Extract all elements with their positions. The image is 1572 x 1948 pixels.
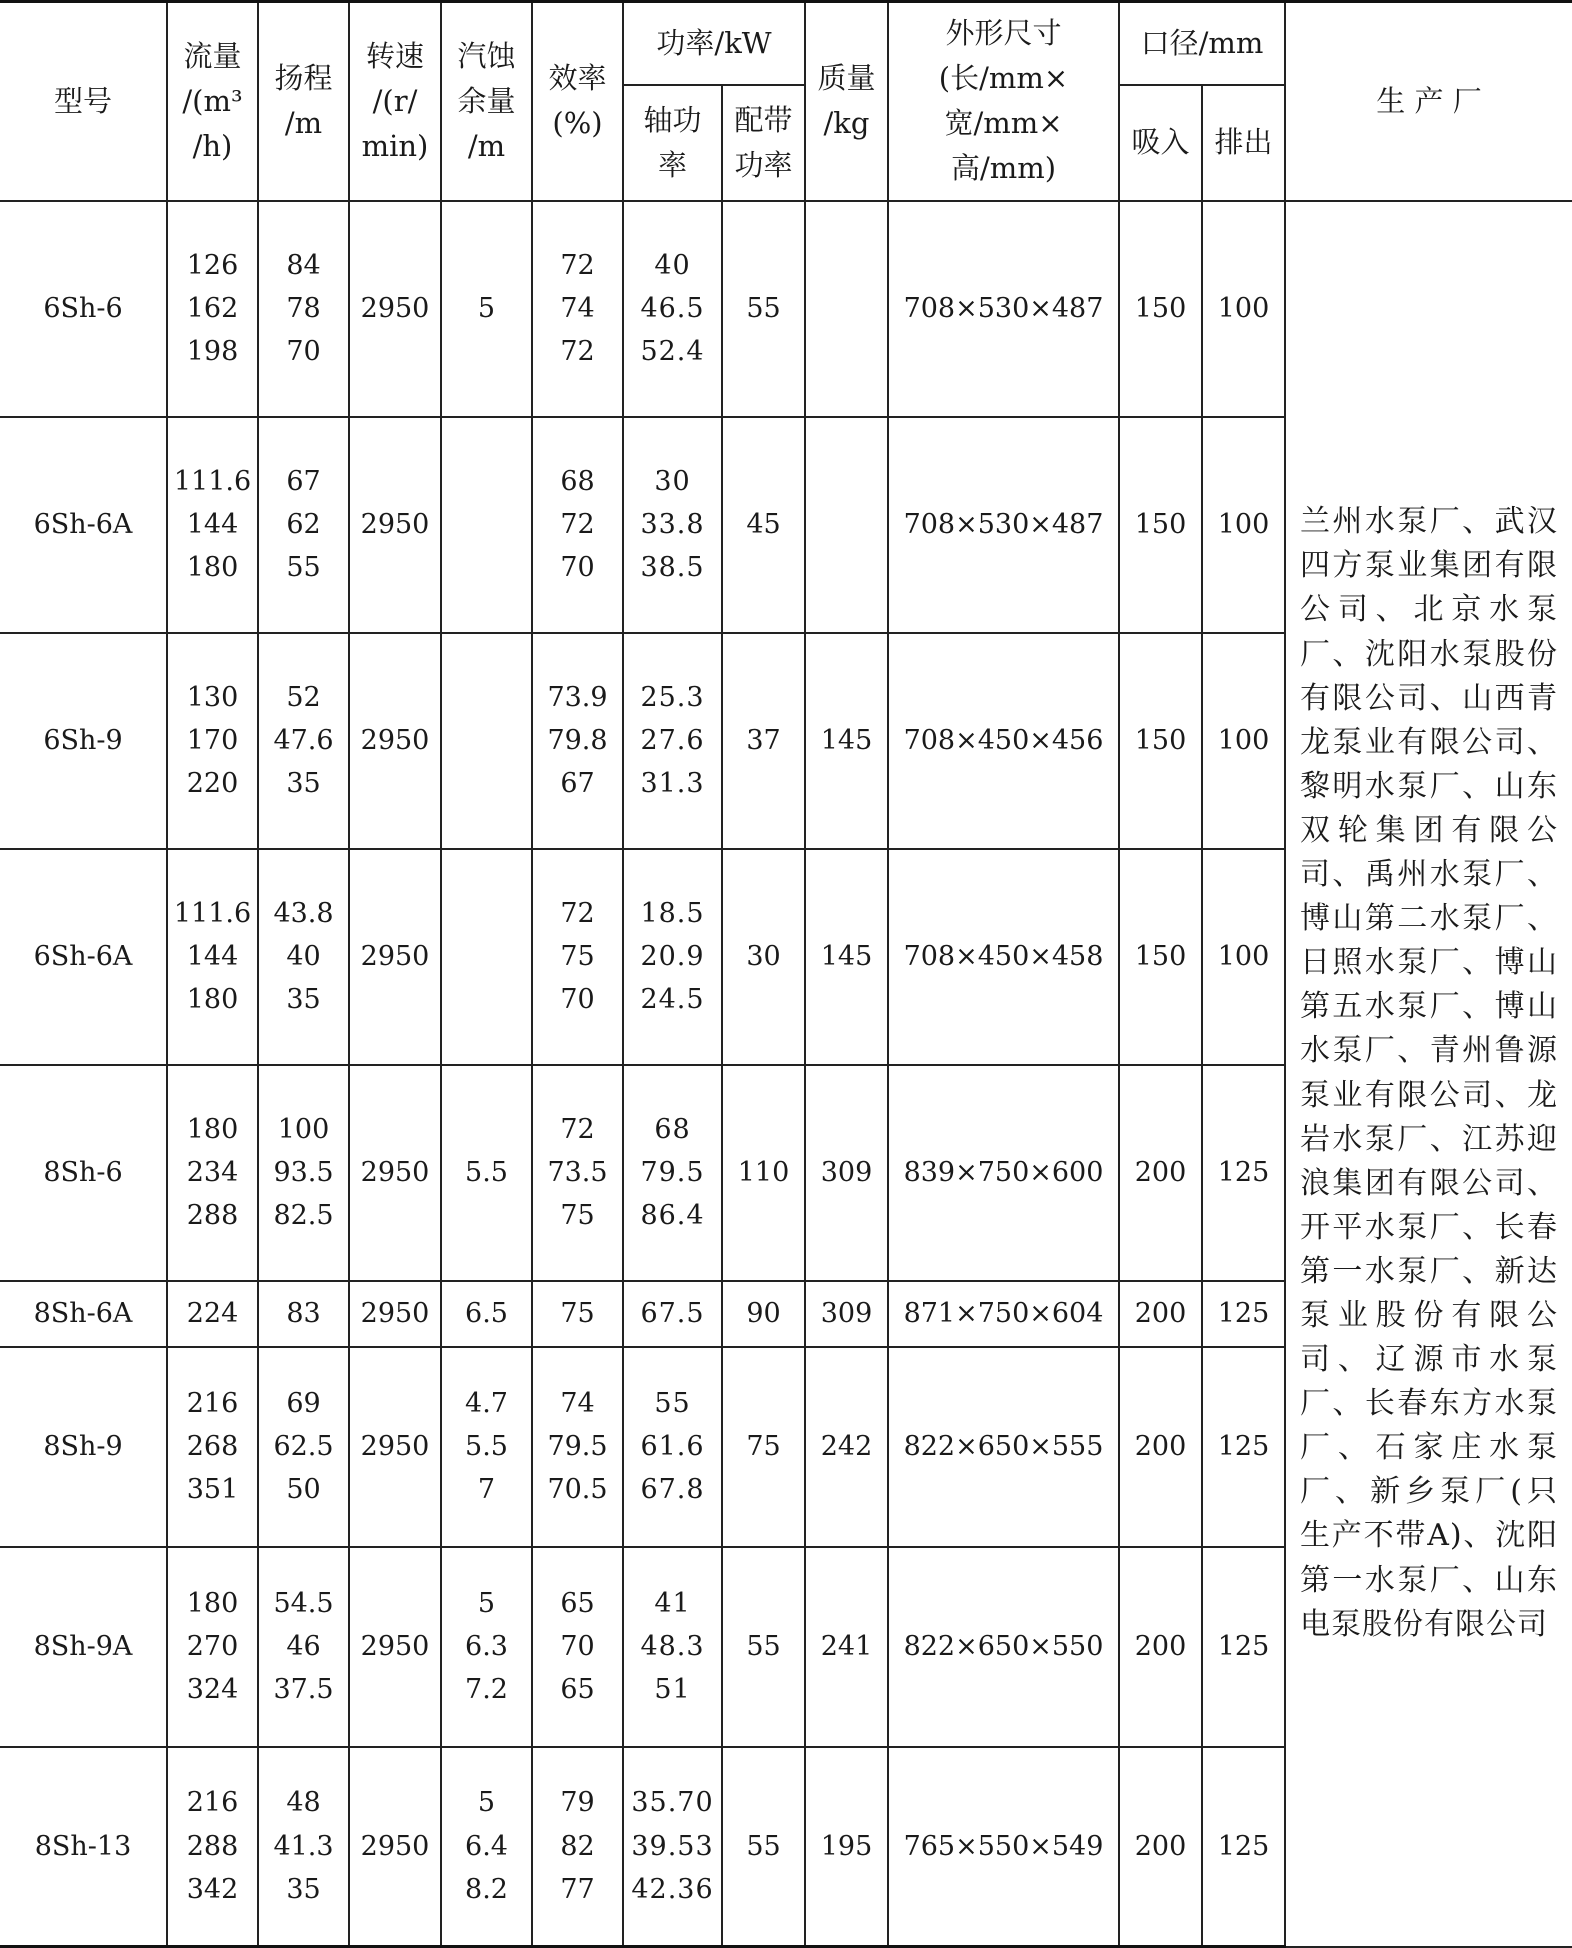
cell-efficiency: 73.9 79.8 67	[532, 633, 623, 849]
cell-npsh	[441, 417, 532, 633]
header-discharge: 排出	[1202, 85, 1285, 201]
header-power-group: 功率/kW	[623, 2, 805, 85]
manufacturer-cell	[1285, 201, 1572, 1947]
header-mass: 质量 /kg	[805, 2, 888, 201]
header-bore-group: 口径/mm	[1119, 2, 1285, 85]
cell-flow: 180 270 324	[167, 1547, 258, 1747]
cell-suction: 200	[1119, 1281, 1202, 1347]
cell-suction: 200	[1119, 1347, 1202, 1547]
cell-speed: 2950	[349, 1347, 441, 1547]
cell-head: 100 93.5 82.5	[258, 1065, 349, 1281]
table-row	[0, 201, 1572, 417]
cell-discharge: 125	[1202, 1547, 1285, 1747]
cell-discharge: 100	[1202, 201, 1285, 417]
header-efficiency: 效率 (%)	[532, 2, 623, 201]
cell-motor-power: 45	[722, 417, 805, 633]
cell-mass: 145	[805, 849, 888, 1065]
cell-shaft-power: 30 33.8 38.5	[623, 417, 722, 633]
cell-motor-power: 75	[722, 1347, 805, 1547]
cell-head: 54.5 46 37.5	[258, 1547, 349, 1747]
cell-flow: 216 268 351	[167, 1347, 258, 1547]
cell-flow: 111.6 144 180	[167, 849, 258, 1065]
cell-head: 69 62.5 50	[258, 1347, 349, 1547]
cell-model: 8Sh-9	[0, 1347, 167, 1547]
cell-shaft-power: 41 48.3 51	[623, 1547, 722, 1747]
cell-motor-power: 37	[722, 633, 805, 849]
cell-shaft-power: 55 61.6 67.8	[623, 1347, 722, 1547]
cell-motor-power: 90	[722, 1281, 805, 1347]
cell-efficiency: 75	[532, 1281, 623, 1347]
cell-npsh: 5 6.4 8.2	[441, 1747, 532, 1947]
cell-efficiency: 72 73.5 75	[532, 1065, 623, 1281]
cell-mass: 242	[805, 1347, 888, 1547]
cell-efficiency: 65 70 65	[532, 1547, 623, 1747]
header-suction: 吸入	[1119, 85, 1202, 201]
cell-dimensions: 708×450×458	[888, 849, 1119, 1065]
cell-model: 6Sh-6A	[0, 849, 167, 1065]
cell-motor-power: 30	[722, 849, 805, 1065]
cell-model: 8Sh-13	[0, 1747, 167, 1947]
cell-discharge: 100	[1202, 633, 1285, 849]
cell-dimensions: 822×650×550	[888, 1547, 1119, 1747]
cell-discharge: 100	[1202, 849, 1285, 1065]
cell-motor-power: 55	[722, 1547, 805, 1747]
cell-npsh: 6.5	[441, 1281, 532, 1347]
cell-flow: 130 170 220	[167, 633, 258, 849]
header-shaft-power: 轴功 率	[623, 85, 722, 201]
cell-speed: 2950	[349, 1547, 441, 1747]
cell-suction: 200	[1119, 1547, 1202, 1747]
cell-head: 67 62 55	[258, 417, 349, 633]
cell-model: 8Sh-6	[0, 1065, 167, 1281]
cell-shaft-power: 25.3 27.6 31.3	[623, 633, 722, 849]
cell-flow: 216 288 342	[167, 1747, 258, 1947]
header-manufacturer: 生 产 厂	[1285, 2, 1572, 201]
cell-flow: 111.6 144 180	[167, 417, 258, 633]
cell-npsh	[441, 633, 532, 849]
cell-mass: 309	[805, 1281, 888, 1347]
cell-motor-power: 55	[722, 201, 805, 417]
header-flow: 流量 /(m³ /h)	[167, 2, 258, 201]
cell-discharge: 125	[1202, 1065, 1285, 1281]
cell-dimensions: 708×450×456	[888, 633, 1119, 849]
cell-speed: 2950	[349, 1747, 441, 1947]
cell-efficiency: 79 82 77	[532, 1747, 623, 1947]
cell-suction: 150	[1119, 849, 1202, 1065]
cell-dimensions: 708×530×487	[888, 201, 1119, 417]
cell-discharge: 125	[1202, 1281, 1285, 1347]
cell-speed: 2950	[349, 1065, 441, 1281]
header-speed: 转速 /(r/ min)	[349, 2, 441, 201]
cell-model: 8Sh-9A	[0, 1547, 167, 1747]
cell-mass	[805, 201, 888, 417]
cell-flow: 180 234 288	[167, 1065, 258, 1281]
cell-shaft-power: 18.5 20.9 24.5	[623, 849, 722, 1065]
cell-efficiency: 68 72 70	[532, 417, 623, 633]
cell-motor-power: 55	[722, 1747, 805, 1947]
header-head: 扬程 /m	[258, 2, 349, 201]
cell-head: 43.8 40 35	[258, 849, 349, 1065]
cell-dimensions: 765×550×549	[888, 1747, 1119, 1947]
cell-shaft-power: 40 46.5 52.4	[623, 201, 722, 417]
cell-speed: 2950	[349, 417, 441, 633]
manufacturer-list: 兰州水泵厂、武汉四方泵业集团有限公司、北京水泵厂、沈阳水泵股份有限公司、山西青龙泵业有限公司、黎明水泵厂、山东双轮集团有限公司、禹州水泵厂、博山第二水泵厂、日照水泵厂、博山第五水泵厂、博山水泵厂、青州鲁源泵业有限公司、龙岩水泵厂、江苏迎浪集团有限公司、开平水泵厂、长春第一水泵厂、新达泵业股份有限公司、辽源市水泵厂、长春东方水泵厂、石家庄水泵厂、新乡泵厂(只生产不带A)、沈阳第一水泵厂、山东电泵股份有限公司	[1300, 504, 1558, 1642]
cell-shaft-power: 68 79.5 86.4	[623, 1065, 722, 1281]
header-motor-power: 配带 功率	[722, 85, 805, 201]
cell-speed: 2950	[349, 633, 441, 849]
cell-head: 48 41.3 35	[258, 1747, 349, 1947]
cell-dimensions: 708×530×487	[888, 417, 1119, 633]
cell-discharge: 125	[1202, 1747, 1285, 1947]
cell-speed: 2950	[349, 201, 441, 417]
cell-dimensions: 839×750×600	[888, 1065, 1119, 1281]
cell-head: 52 47.6 35	[258, 633, 349, 849]
cell-suction: 200	[1119, 1747, 1202, 1947]
cell-mass: 195	[805, 1747, 888, 1947]
cell-npsh	[441, 849, 532, 1065]
cell-npsh: 5	[441, 201, 532, 417]
cell-shaft-power: 35.70 39.53 42.36	[623, 1747, 722, 1947]
cell-suction: 200	[1119, 1065, 1202, 1281]
cell-head: 83	[258, 1281, 349, 1347]
cell-efficiency: 72 75 70	[532, 849, 623, 1065]
cell-shaft-power: 67.5	[623, 1281, 722, 1347]
cell-mass: 241	[805, 1547, 888, 1747]
header-npsh: 汽蚀 余量 /m	[441, 2, 532, 201]
cell-model: 6Sh-6A	[0, 417, 167, 633]
header-model: 型号	[0, 2, 167, 201]
cell-mass: 309	[805, 1065, 888, 1281]
cell-model: 8Sh-6A	[0, 1281, 167, 1347]
cell-efficiency: 74 79.5 70.5	[532, 1347, 623, 1547]
cell-npsh: 5.5	[441, 1065, 532, 1281]
header-dimensions: 外形尺寸 (长/mm× 宽/mm× 高/mm)	[888, 2, 1119, 201]
cell-efficiency: 72 74 72	[532, 201, 623, 417]
cell-motor-power: 110	[722, 1065, 805, 1281]
cell-dimensions: 822×650×555	[888, 1347, 1119, 1547]
cell-model: 6Sh-6	[0, 201, 167, 417]
cell-speed: 2950	[349, 849, 441, 1065]
cell-head: 84 78 70	[258, 201, 349, 417]
cell-speed: 2950	[349, 1281, 441, 1347]
cell-flow: 126 162 198	[167, 201, 258, 417]
cell-npsh: 4.7 5.5 7	[441, 1347, 532, 1547]
cell-suction: 150	[1119, 201, 1202, 417]
cell-npsh: 5 6.3 7.2	[441, 1547, 532, 1747]
cell-model: 6Sh-9	[0, 633, 167, 849]
cell-suction: 150	[1119, 417, 1202, 633]
cell-suction: 150	[1119, 633, 1202, 849]
cell-flow: 224	[167, 1281, 258, 1347]
cell-mass: 145	[805, 633, 888, 849]
cell-mass	[805, 417, 888, 633]
cell-dimensions: 871×750×604	[888, 1281, 1119, 1347]
cell-discharge: 125	[1202, 1347, 1285, 1547]
cell-discharge: 100	[1202, 417, 1285, 633]
